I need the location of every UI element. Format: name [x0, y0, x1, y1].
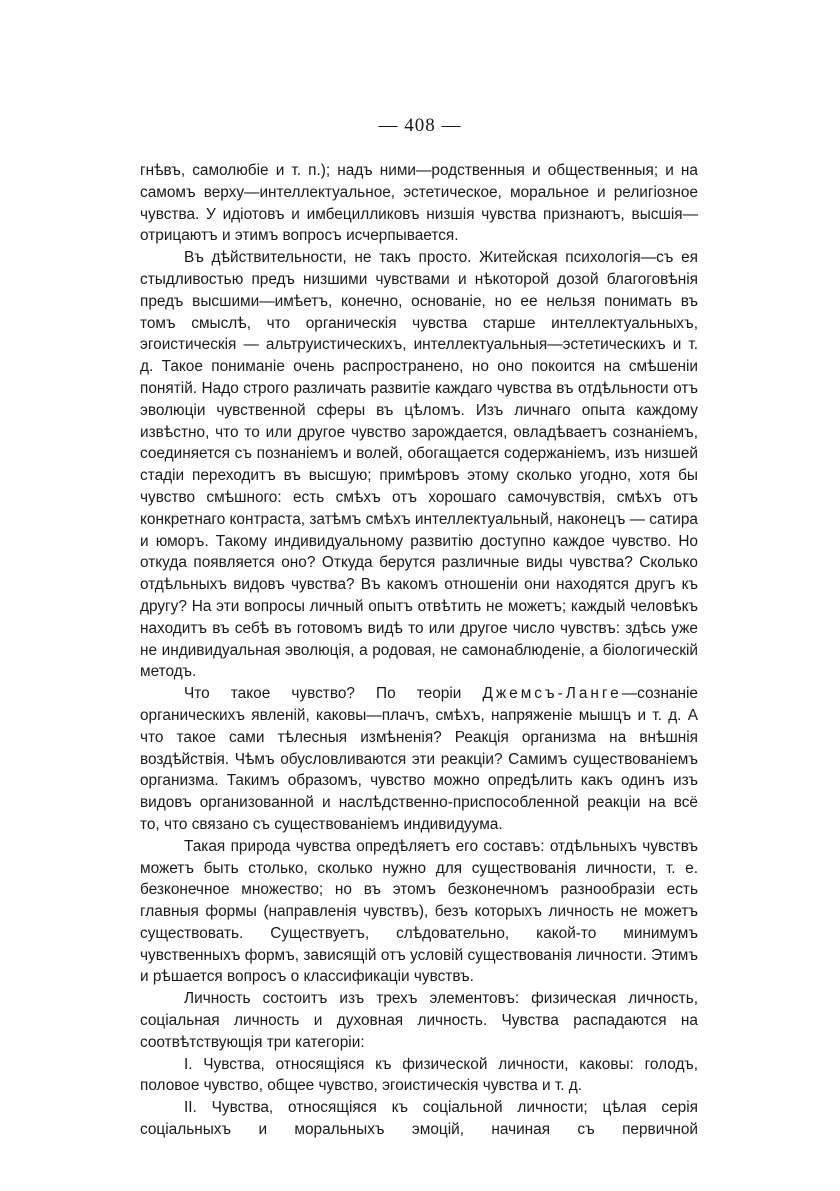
- paragraph-3: [140, 683, 698, 836]
- body-text: [140, 160, 698, 1141]
- list-item-1: I. Чувства, относящіяся къ физической личности, каковы: голодъ, половое чувство, общее чувство, эгоистическія чувства и т. д.: [140, 1055, 698, 1095]
- list-item-2: II. Чувства, относящіяся къ соціальной личности; цѣлая серія соціальныхъ и моральныхъ эмоцій, начиная съ первичной: [140, 1099, 698, 1139]
- paragraph-2: Въ дѣйствительности, не такъ просто. Житейская психологія—съ ея стыдливостью предъ низшими чувствами и нѣкоторой дозой благоговѣнія предъ высшими—имѣетъ, конечно, основаніе, но ее нельзя понимать въ томъ смыслѣ, что органическія чувства старше интеллектуальныхъ, эгоистическія — альтруистическихъ, интеллектуальныя—эстетическихъ и т. д. Такое пониманіе очень распространено, но оно покоится на смѣшеніи понятій. Надо строго различать развитіе каждаго чувства въ отдѣльности отъ эволюціи чувственной сферы въ цѣломъ. Изъ личнаго опыта каждому извѣстно, что то или другое чувство зарождается, овладѣваетъ сознаніемъ, соединяется съ познаніемъ и волей, обогащается содержаніемъ, изъ низшей стадіи переходитъ въ высшую; примѣровъ этому сколько угодно, хотя бы чувство смѣшного: есть смѣхъ отъ хорошаго самочувствія, смѣхъ отъ конкретнаго контраста, затѣмъ смѣхъ интеллектуальный, наконецъ — сатира и юморъ. Такому индивидуальному развитію доступно каждое чувство. Но откуда появляется оно? Откуда берутся различные виды чувства? Сколько отдѣльныхъ видовъ чувства? Въ какомъ отношеніи они находятся другъ къ другу? На эти вопросы личный опытъ отвѣтить не можетъ; каждый человѣкъ находитъ въ себѣ въ готовомъ видѣ то или другое число чувствъ: здѣсь уже не индивидуальная эволюція, а родовая, не самонаблюденіе, а біологическій методъ.: [140, 249, 698, 681]
- page-number: — 408 —: [378, 115, 462, 136]
- paragraph-3-lead: Что такое чувство? По теоріи: [184, 685, 483, 703]
- paragraph-4: Такая природа чувства опредѣляетъ его составъ: отдѣльныхъ чувствъ можетъ быть столько, сколько нужно для существованія личности, т. е. безконечное множество; но въ этомъ безконечномъ разнообразіи есть главныя формы (направленія чувствъ), безъ которыхъ личность не можетъ существовать. Существуетъ, слѣдовательно, какой-то минимумъ чувственныхъ формъ, зависящій отъ условій существованія личности. Этимъ и рѣшается вопросъ о классификаціи чувствъ.: [140, 837, 698, 986]
- author-names: Джемсъ-Ланге: [482, 685, 622, 703]
- paragraph-1: гнѣвъ, самолюбіе и т. п.); надъ ними—родственныя и общественныя; и на самомъ верху—интеллектуальное, эстетическое, моральное и религіозное чувства. У идіотовъ и имбецилликовъ низшія чувства признаютъ, высшія—отрицаютъ и этимъ вопросъ исчерпывается.: [140, 162, 698, 245]
- paragraph-3-rest: —сознаніе органическихъ явленій, каковы—плачъ, смѣхъ, напряженіе мышцъ и т. д. А что такое сами тѣлесныя измѣненія? Реакція организма на внѣшнія воздѣйствія. Чѣмъ обусловливаются эти реакціи? Самимъ существованіемъ организма. Такимъ образомъ, чувство можно опредѣлить какъ одинъ изъ видовъ организованной и наслѣдственно-приспособленной реакціи на всё то, что связано съ существованіемъ индивидуума.: [140, 685, 698, 833]
- paragraph-5: Личность состоитъ изъ трехъ элементовъ: физическая личность, соціальная личность и духовная личность. Чувства распадаются на соотвѣтствующія три категоріи:: [140, 990, 698, 1051]
